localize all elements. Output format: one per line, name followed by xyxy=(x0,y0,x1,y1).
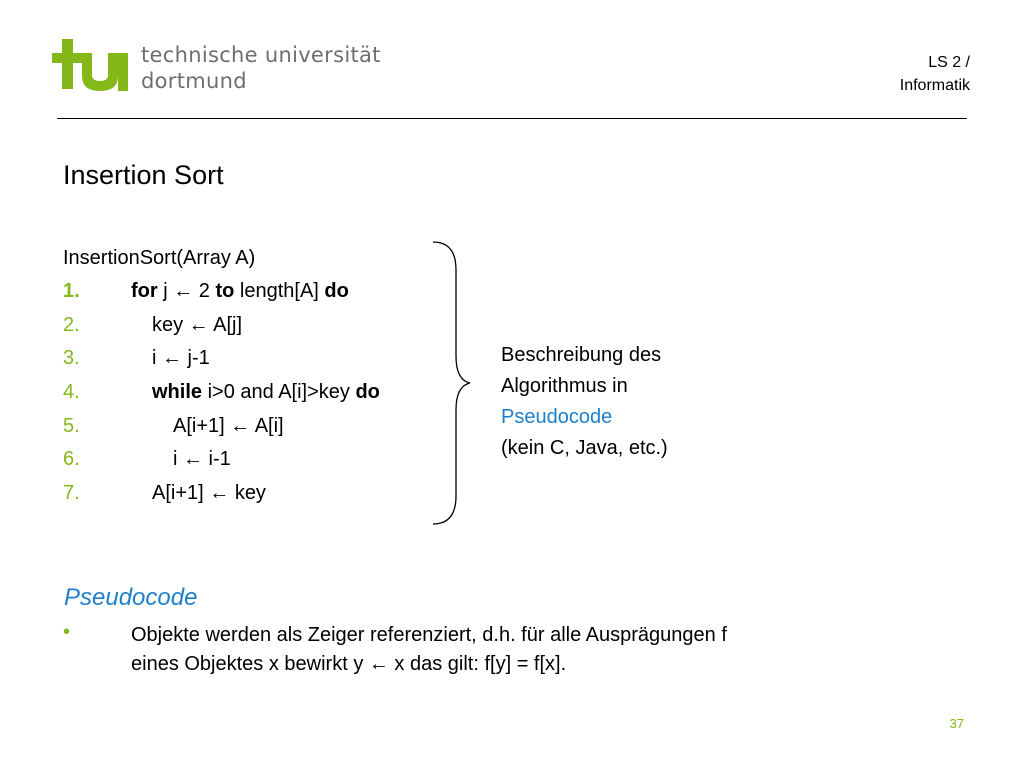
line-statement: while i>0 and A[i]>key do xyxy=(152,381,380,403)
line-number: 1. xyxy=(63,280,80,302)
university-name-line1: technische universität xyxy=(141,43,381,67)
line-statement: A[i+1] ← key xyxy=(152,482,266,504)
line-number: 3. xyxy=(63,347,80,369)
line-statement: for j ← 2 to length[A] do xyxy=(131,280,349,302)
line-number: 2. xyxy=(63,314,80,336)
department-line2: Informatik xyxy=(899,77,970,94)
line-statement: i ← i-1 xyxy=(173,448,231,470)
line-statement: i ← j-1 xyxy=(152,347,210,369)
section-heading: Pseudocode xyxy=(64,584,198,611)
line-number: 6. xyxy=(63,448,80,470)
university-name-line2: dortmund xyxy=(141,69,247,93)
code-line-2 xyxy=(63,314,483,340)
description-line2: Algorithmus in xyxy=(501,375,628,397)
line-statement: A[i+1] ← A[i] xyxy=(173,415,284,437)
description-line1: Beschreibung des xyxy=(501,344,662,366)
bullet-icon: • xyxy=(63,621,71,643)
pseudocode-description xyxy=(501,340,668,464)
curly-brace-icon xyxy=(428,238,474,528)
line-number: 7. xyxy=(63,482,80,504)
bullet-text-line2: eines Objektes x bewirkt y ← x das gilt: f[y] = f[x]. xyxy=(131,653,567,675)
code-line-1 xyxy=(63,280,483,306)
page-number: 37 xyxy=(949,716,964,731)
line-number: 5. xyxy=(63,415,80,437)
code-line-3 xyxy=(63,347,483,373)
bullet-text xyxy=(131,621,931,679)
description-line4: (kein C, Java, etc.) xyxy=(501,437,668,459)
bullet-text-line1: Objekte werden als Zeiger referenziert, d.h. für alle Ausprägungen f xyxy=(131,624,727,646)
department-line1: LS 2 / xyxy=(928,54,970,71)
slide-title: Insertion Sort xyxy=(63,160,224,190)
code-line-5 xyxy=(63,415,483,441)
code-line-4 xyxy=(63,381,483,407)
line-number: 4. xyxy=(63,381,80,403)
line-statement: key ← A[j] xyxy=(152,314,243,336)
code-line-7 xyxy=(63,482,483,508)
department-label xyxy=(900,51,970,97)
algorithm-signature: InsertionSort(Array A) xyxy=(63,247,256,269)
description-line3: Pseudocode xyxy=(501,406,613,428)
code-line-6 xyxy=(63,448,483,474)
